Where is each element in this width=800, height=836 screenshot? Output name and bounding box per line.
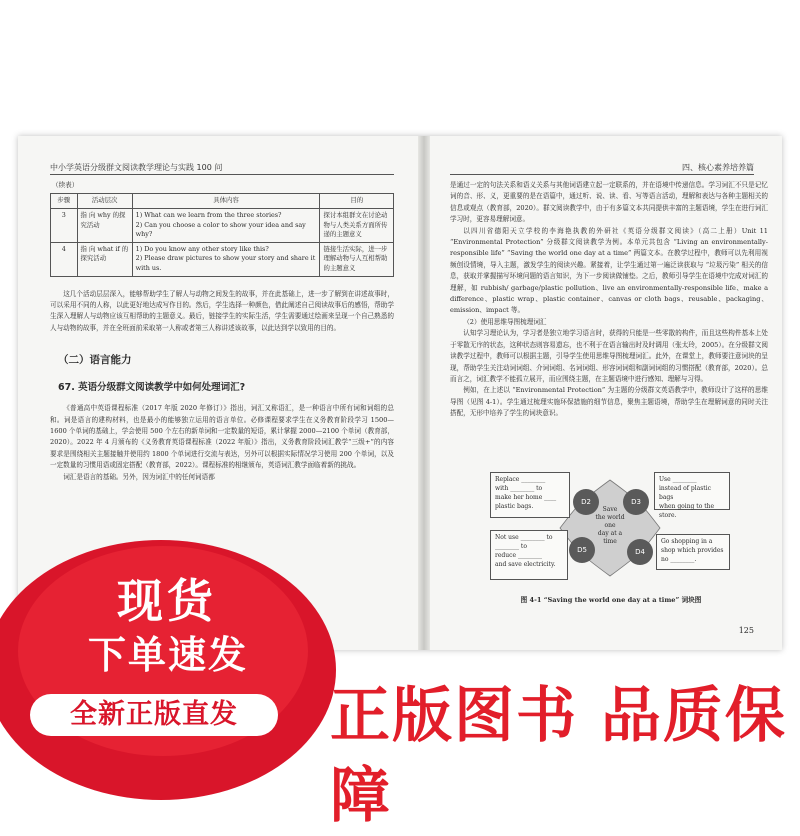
- word-chunk-diagram: [490, 472, 730, 584]
- right-page: [450, 180, 768, 420]
- cell-step: 3: [51, 209, 78, 243]
- diagram-box-d4: Go shopping in a shop which provides no ________.: [656, 534, 730, 570]
- body-paragraph: 例如，在上述以 “Environmental Protection” 为主题的分级群文英语教学中，教师设计了这样的思维导图（见图 4-1）。学生通过梳理实施环保措施的细节信息，聚焦主题语境，帮助学生在理解词意的同时关注搭配，无形中培养了学生的词块意识。: [450, 386, 768, 418]
- table-header-row: [51, 194, 394, 209]
- d4-label: D4: [635, 548, 645, 556]
- th-content: 具体内容: [132, 194, 320, 209]
- promo-badge-pill: 全新正版直发: [30, 694, 278, 736]
- cell-level: 指 向 what if 的探究活动: [77, 242, 132, 276]
- body-paragraph: 认知学习理论认为，学习者是独立地学习语言时，获得的只能是一些零散的构件，而且这些构件基本上处于零散无序的状态，这种状态则容易遗忘，也不利于在语言输出时及时调用（张太玲，2005）。在分级群文阅读教学过程中，教师可以根据主题，引导学生使用思维导图梳理词汇。此外，在课堂上，教师要注意词块的呈现，帮助学生关注动词词组、介词词组、名词词组、形容词词组和副词词组的习惯搭配（教育部，2020）。总而言之，词汇教学不能孤立展开，而应围绕主题，在主题语境中进行感知、理解与习得。: [450, 329, 768, 383]
- question-heading: 67. 英语分级群文阅读教学中如何处理词汇?: [58, 382, 246, 394]
- cell-level: 指 向 why 的探究活动: [77, 209, 132, 243]
- body-paragraph: 《普通高中英语课程标准（2017 年版 2020 年修订）》指出，词汇又称语汇，是一种语言中所有词和词组的总和。词是语言的建构材料，也是最小的能够独立运用的语言单位。必修课程要求学生在义务教育阶段学习 1500—1600 个单词的基础上，学会使用 500 个左右的新单词和一定数量的短语，累计掌握 2000—2100 个单词（教育部，2020）。2022 年 4 月颁布的《义务教育英语课程标准（2022 年版）》指出，义务教育阶段词汇教学“三级+”的内容要求是围绕相关主题接触并使用约 1800 个单词进行交流与表达，另外可以根据实际情况学习使用 200 个单词，以及一定数量的习惯用语或固定搭配（教育部，2022）。课程标准的相继颁布，英语词汇教学面临着新的挑战。: [50, 404, 394, 470]
- d2-label: D2: [581, 498, 591, 506]
- book-spine: [418, 136, 430, 650]
- diagram-box-d3: Use ________ instead of plastic bags when going to the store.: [654, 472, 730, 510]
- subheading: （2）使用思维导图梳理词汇: [463, 317, 547, 326]
- th-step: 步骤: [51, 194, 78, 209]
- figure-caption: 图 4-1 “Saving the world one day at a time” 词块图: [520, 596, 702, 604]
- d5-label: D5: [577, 546, 587, 554]
- body-paragraph: 这几个活动层层深入，能够帮助学生了解人与动物之间发生的故事，并在此基础上，进一步了解到在讲述故事时，可以采用不同的人称，以此更好地达成写作目的。然后，学生选择一种颜色，借此阐述自己阅读故事后的感悟，帮助学生深入理解人与动物应该互相帮助的主题意义。最后，链接学生的实际生活，学生需要通过绘画来呈现一个自己熟悉的人与动物的故事，并在全班面前采取第一人称或者第三人称讲述该故事，以此达到学以致用的目的。: [50, 289, 394, 332]
- diagram-box-d2: Replace ________ with ________ to make her home ____ plastic bags.: [490, 472, 570, 518]
- promo-badge-line2: 下单速发: [87, 633, 248, 677]
- cell-step: 4: [51, 242, 78, 276]
- section-heading: （二）语言能力: [58, 354, 132, 367]
- body-paragraph: 是通过一定的句法关系和语义关系与其他词语建立起一定联系的，并在语境中传递信息。学习词汇不只是记忆词的音、形、义，更重要的是在语篇中，通过听、说、读、看、写等语言活动，理解和表达与各种主题相关的信息或观点（教育部，2020）。群文阅读教学中，由于有多篇文本共同提供丰富的主题语境，学生在进行词汇学习时，更容易理解词意。: [450, 181, 768, 224]
- body-paragraph: 词汇是语言的基础。另外，因为词汇中的任何词语都: [63, 472, 215, 481]
- table-row: [51, 242, 394, 276]
- th-level: 活动层次: [77, 194, 132, 209]
- body-paragraph: 以四川省德阳天立学校的李海艳执教的外研社《英语分级群文阅读》（高二上册）Unit 11 “Environmental Protection” 分级群文阅读教学为例。本单元共包含 “Living an environmentally-responsible life” “Saving the world one day at a time” 两篇文本。在教学过程中，教师可以先利用视频创设情境，导入主题，激发学生的阅读兴趣。紧接着，让学生通过第一遍泛读获取与 “垃圾污染” 相关的信息，获取并掌握描写环境问题的语言知识，为下一步阅读做铺垫。之后，教师引导学生在语境中完成对词汇的理解，如 rubbish/ garbage/plastic pollution、live an environmentally-responsible life、make a difference、plastic wrap、plastic container、canvas or cloth bags、reusable、packaging、emission、impact 等。: [450, 226, 768, 315]
- page-number: 125: [738, 626, 754, 635]
- left-running-head: 中小学英语分级群文阅读教学理论与实践 100 问: [50, 163, 223, 172]
- activity-table: [50, 193, 394, 276]
- cell-content: 1) What can we learn from the three stories? 2) Can you choose a color to show your idea and say why?: [132, 209, 320, 243]
- table-caption: （续表）: [52, 181, 79, 189]
- cell-purpose: 链接生活实际，进一步理解动物与人互相帮助的主题意义: [320, 242, 394, 276]
- left-header-rule: [50, 174, 394, 175]
- d3-label: D3: [631, 498, 641, 506]
- diagram-center-text: Save the world one day at a time: [595, 506, 625, 545]
- th-purpose: 目的: [320, 194, 394, 209]
- table-row: [51, 209, 394, 243]
- promo-badge-line1: 现货: [117, 574, 217, 628]
- cell-purpose: 探讨本组群文在讨论动物与人类关系方面所传递的主题意义: [320, 209, 394, 243]
- diagram-box-d5: Not use ________ to ________ to reduce ________ and save electricity.: [490, 530, 568, 580]
- left-page: [50, 180, 394, 483]
- promo-banner-text: 正版图书 品质保障: [330, 681, 787, 831]
- cell-content: 1) Do you know any other story like this? 2) Please draw pictures to show your story and share it with us.: [132, 242, 320, 276]
- right-header-rule: [450, 174, 754, 175]
- right-running-head: 四、核心素养培养篇: [682, 163, 754, 172]
